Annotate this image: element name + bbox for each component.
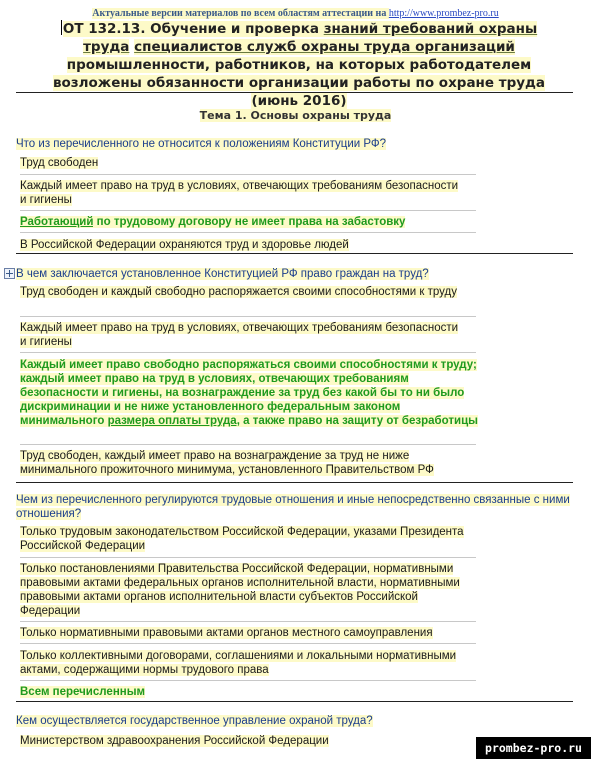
title-part-2: знаний требований охраны труда xyxy=(83,21,538,55)
answer-text: Каждый имеет право на труд в условиях, отвечающих требованиям безопасности и гигиены xyxy=(20,180,459,206)
title-part-4: промышленности, работников, на которых работодателем возложены обязанности организации работы по охране труда (июнь 2016) xyxy=(52,57,546,109)
separator xyxy=(20,316,476,317)
separator xyxy=(20,210,476,211)
answer-2-4 xyxy=(20,449,470,477)
text-cursor xyxy=(61,20,62,35)
answer-1-2 xyxy=(20,179,464,207)
separator xyxy=(20,352,476,353)
separator xyxy=(20,621,476,622)
answer-text: В Российской Федерации охраняются труд и здоровье людей xyxy=(20,239,349,251)
theme-heading xyxy=(0,109,591,122)
question-3-text: Чем из перечисленного регулируются трудовые отношения и иные непосредственно связанные с ними отношения? xyxy=(16,494,570,520)
answer-3-4 xyxy=(20,649,464,677)
answer-text: Только трудовым законодательством Российской Федерации, указами Президента Российской Федерации xyxy=(20,526,464,552)
answer-3-1 xyxy=(20,525,464,553)
header-note xyxy=(0,8,591,19)
answer-text: Труд свободен, каждый имеет право на вознаграждение за труд не ниже минимального прожиточного минимума, установленного Правительством РФ xyxy=(20,450,434,476)
theme-text: Тема 1. Основы охраны труда xyxy=(199,109,392,122)
separator xyxy=(20,680,476,681)
site-link[interactable]: http://www.prombez-pro.ru xyxy=(388,8,499,19)
answer-text: Труд свободен xyxy=(20,157,99,169)
separator xyxy=(20,643,476,644)
answer-1-3-correct xyxy=(20,215,460,229)
title-part-3: специалистов служб охраны труда организаций xyxy=(134,39,515,55)
answer-3-5-correct xyxy=(20,685,464,699)
answer-text: Труд свободен и каждый свободно распоряжается своими способностями к труду xyxy=(20,286,458,298)
answer-2-3-correct xyxy=(20,358,480,428)
question-1 xyxy=(16,137,576,151)
question-rule xyxy=(16,482,573,483)
answer-text-part: а также право на защиту от безработицы xyxy=(239,415,478,427)
separator xyxy=(20,232,476,233)
separator xyxy=(20,444,476,445)
answer-text: Всем перечисленным xyxy=(20,686,146,698)
table-move-handle-icon[interactable] xyxy=(4,268,15,279)
question-4-text: Кем осуществляется государственное управление охраной труда? xyxy=(16,715,373,727)
answer-2-2 xyxy=(20,321,464,349)
answer-text: Министерством здравоохранения Российской Федерации xyxy=(20,735,329,747)
answer-1-4 xyxy=(20,238,464,252)
question-rule xyxy=(16,701,573,702)
answer-text-part: по трудовому договору не имеет права на забастовку xyxy=(93,216,406,228)
answer-4-1 xyxy=(20,734,464,748)
answer-3-3 xyxy=(20,626,480,640)
answer-text: Только коллективными договорами, соглашениями и локальными нормативными актами, содержащими нормы трудового права xyxy=(20,650,457,676)
separator xyxy=(20,557,476,558)
answer-text-part: Каждый имеет право свободно распоряжаться своими способностями к труду; каждый имеет право на труд в условиях, отвечающих требованиям безопасности и гигиены, на вознаграждение за труд без какой бы то ни было дискриминации и не ниже установленного федеральным законом минимального xyxy=(20,359,477,427)
question-4 xyxy=(16,714,576,728)
answer-3-2 xyxy=(20,562,460,618)
answer-text-part: размера оплаты труда, xyxy=(107,415,240,427)
site-watermark: prombez-pro.ru xyxy=(476,737,591,759)
separator xyxy=(20,174,476,175)
answer-text: Каждый имеет право на труд в условиях, отвечающих требованиям безопасности и гигиены xyxy=(20,322,459,348)
header-lead: Актуальные версии материалов по всем областям аттестации на xyxy=(92,8,389,19)
question-1-text: Что из перечисленного не относится к положениям Конституции РФ? xyxy=(16,138,387,150)
answer-text: Только постановлениями Правительства Российской Федерации, нормативными правовыми актами федеральных органов исполнительной власти, нормативными правовыми актами органов исполнительной власти субъектов Российской Федерации xyxy=(20,563,460,617)
question-3 xyxy=(16,493,576,521)
title-part-1: ОТ 132.13. Обучение и проверка xyxy=(62,21,324,37)
question-2 xyxy=(16,267,576,281)
answer-text-part: Работающий xyxy=(20,216,94,228)
answer-2-1 xyxy=(20,285,464,299)
question-2-text: В чем заключается установленное Конституцией РФ право граждан на труд? xyxy=(16,268,429,280)
answer-text: Только нормативными правовыми актами органов местного самоуправления xyxy=(20,627,433,639)
document-title xyxy=(46,20,552,110)
question-rule xyxy=(16,253,573,254)
answer-1-1 xyxy=(20,156,464,170)
title-rule xyxy=(16,92,573,93)
